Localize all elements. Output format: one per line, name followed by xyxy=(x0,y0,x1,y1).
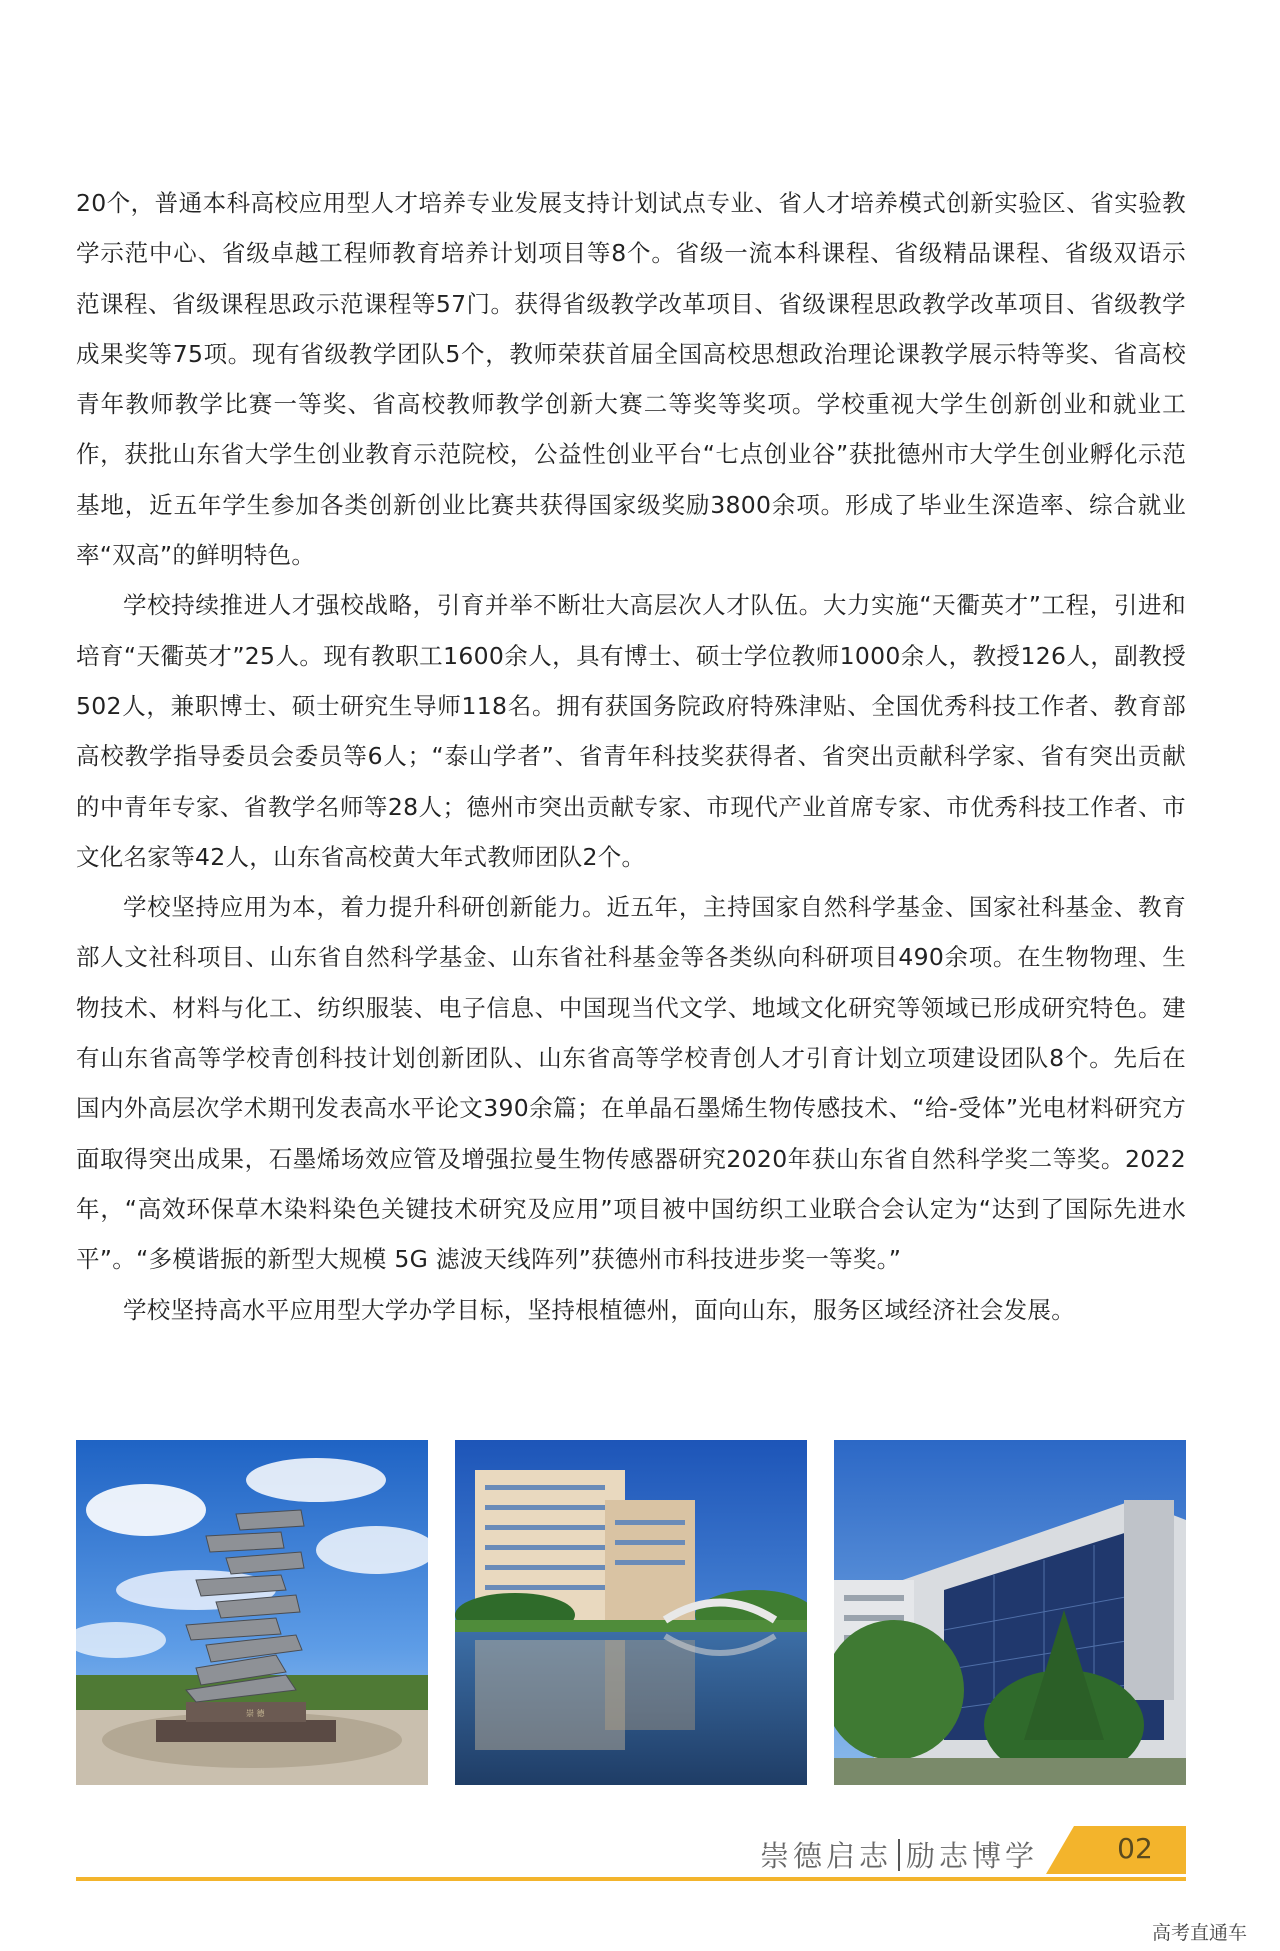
footer-title-left: 崇德启志 xyxy=(760,1839,893,1873)
paragraph-3: 学校坚持应用为本，着力提升科研创新能力。近五年，主持国家自然科学基金、国家社科基金、教育部人文社科项目、山东省自然科学基金、山东省社科基金等各类纵向科研项目490余项。在生物物理、生物技术、材料与化工、纺织服装、电子信息、中国现当代文学、地域文化研究等领域已形成研究特色。建有山东省高等学校青创科技计划创新团队、山东省高等学校青创人才引育计划立项建设团队8个。先后在国内外高层次学术期刊发表高水平论文390余篇；在单晶石墨烯生物传感技术、“给-受体”光电材料研究方面取得突出成果，石墨烯场效应管及增强拉曼生物传感器研究2020年获山东省自然科学奖二等奖。2022年，“高效环保草木染料染色关键技术研究及应用”项目被中国纺织工业联合会认定为“达到了国际先进水平”。“多模谐振的新型大规模 5G 滤波天线阵列”获德州市科技进步奖一等奖。” xyxy=(76,893,1186,1274)
paragraph-1: 20个，普通本科高校应用型人才培养专业发展支持计划试点专业、省人才培养模式创新实验区、省实验教学示范中心、省级卓越工程师教育培养计划项目等8个。省级一流本科课程、省级精品课程、省级双语示范课程、省级课程思政示范课程等57门。获得省级教学改革项目、省级课程思政教学改革项目、省级教学成果奖等75项。现有省级教学团队5个，教师荣获首届全国高校思想政治理论课教学展示特等奖、省高校青年教师教学比赛一等奖、省高校教师教学创新大赛二等奖等奖项。学校重视大学生创新创业和就业工作，获批山东省大学生创业教育示范院校，公益性创业平台“七点创业谷”获批德州市大学生创业孵化示范基地，近五年学生参加各类创新创业比赛共获得国家级奖励3800余项。形成了毕业生深造率、综合就业率“双高”的鲜明特色。 xyxy=(76,189,1186,570)
paragraph-4: 学校坚持高水平应用型大学办学目标，坚持根植德州，面向山东，服务区域经济社会发展。 xyxy=(123,1295,1075,1324)
body-text xyxy=(76,178,1186,1335)
page-number: 02 xyxy=(1117,1832,1153,1865)
footer-title-right: 励志博学 xyxy=(906,1839,1039,1873)
library-photo xyxy=(834,1440,1186,1785)
plaque-text: 崇 德 xyxy=(246,1709,265,1718)
watermark-text: 高考直通车 xyxy=(1152,1922,1248,1944)
footer-title xyxy=(760,1834,1038,1874)
footer-title-divider xyxy=(898,1839,900,1871)
photo-strip xyxy=(76,1440,1186,1785)
campus-lake-photo xyxy=(455,1440,807,1785)
sculpture-photo xyxy=(76,1440,428,1785)
paragraph-2: 学校持续推进人才强校战略，引育并举不断壮大高层次人才队伍。大力实施“天衢英才”工程，引进和培育“天衢英才”25人。现有教职工1600余人，具有博士、硕士学位教师1000余人，教授126人，副教授502人，兼职博士、硕士研究生导师118名。拥有获国务院政府特殊津贴、全国优秀科技工作者、教育部高校教学指导委员会委员等6人；“泰山学者”、省青年科技奖获得者、省突出贡献科学家、省有突出贡献的中青年专家、省教学名师等28人；德州市突出贡献专家、市现代产业首席专家、市优秀科技工作者、市文化名家等42人，山东省高校黄大年式教师团队2个。 xyxy=(76,591,1186,871)
footer-rule xyxy=(76,1877,1186,1881)
